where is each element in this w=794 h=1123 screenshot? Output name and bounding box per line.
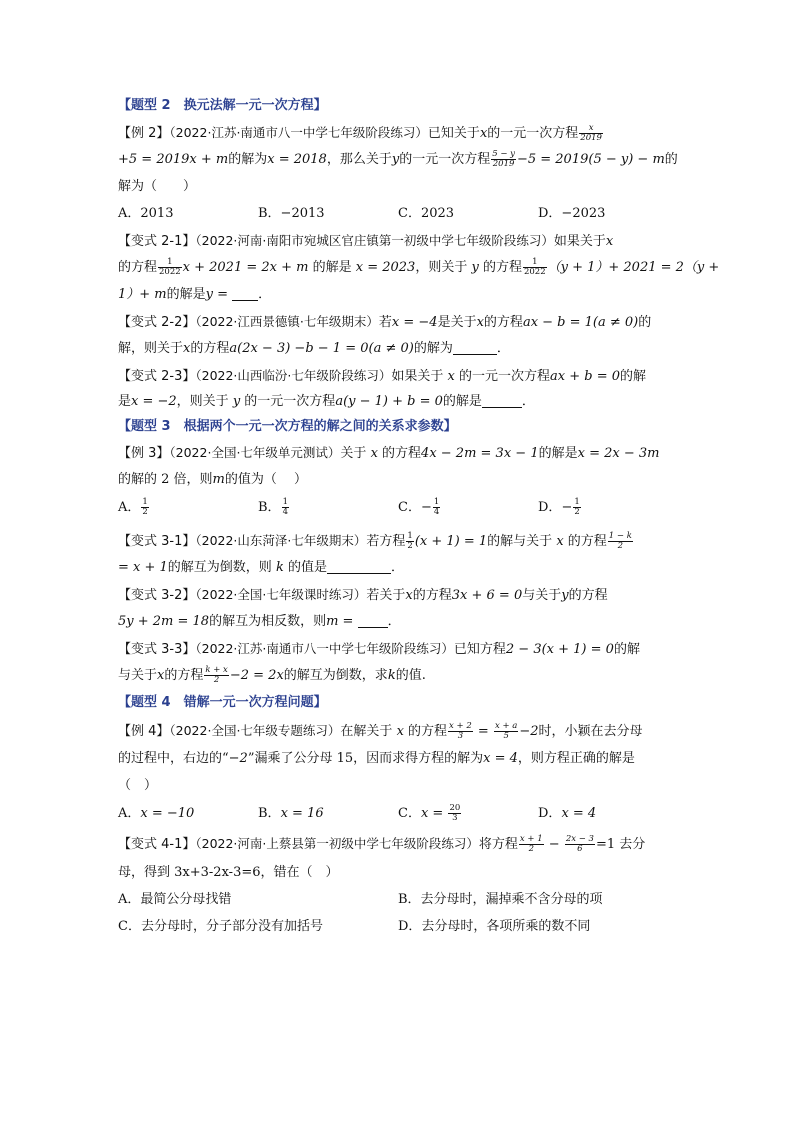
example-3-source: （2022·全国·七年级单元测试） [169,445,341,460]
math: x = −4 [391,315,438,330]
text: 若关于 [366,588,406,603]
variant-3-1-tag: 【变式 3-1】 [118,534,196,549]
numerator: x [579,124,603,134]
math: x [447,369,455,384]
math: −2 [228,751,248,766]
text: 的解 [613,642,640,657]
denominator: 2019 [580,133,602,143]
text: 是 [118,394,132,409]
fraction [579,124,603,143]
text: 的一元一次方程 [487,126,579,141]
fraction [158,258,182,277]
text: = [213,287,233,302]
text: 如果关于 [391,369,448,384]
math: x [556,534,564,549]
option-letter: C． [398,500,421,515]
fraction [608,532,633,551]
text: 解，则关于 [118,341,184,356]
text: 的解是 [538,446,578,461]
math: x + 2021 = 2x + m [182,260,309,275]
example-3-line-1 [118,439,678,466]
example-4-line-3: （ ） [118,778,158,793]
option-letter: D． [538,500,562,515]
option-letter: C． [398,806,421,821]
numerator: 1 [158,258,182,268]
variant-3-3-line-2 [118,662,678,689]
answer-blank[interactable] [358,612,388,628]
variant-3-2-line-2 [118,608,678,635]
math: x [157,668,165,683]
variant-3-3-source: （2022·江苏·南通市八一中学七年级阶段练习） [195,641,454,656]
fraction [204,666,228,685]
variant-3-1-source: （2022·山东菏泽·七年级期末） [195,533,367,548]
denominator: 2 [213,675,220,685]
math: − [544,837,564,852]
example-3-tag: 【例 3】 [118,446,170,461]
math: x + m [189,152,229,167]
variant-2-2-source: （2022·江西景德镇·七年级期末） [195,314,379,329]
math: (x + 1) = 1 [414,534,488,549]
text: 若 [378,315,392,330]
variant-3-2-tag: 【变式 3-2】 [118,588,196,603]
option-c[interactable]: C．去分母时，分子部分没有加括号 [118,919,323,934]
denominator: 2 [142,507,148,517]
math: 2 − 3(x + 1) = 0 [505,642,614,657]
option-letter: D． [538,806,562,821]
text: 的解 [620,369,647,384]
math: m [326,614,339,629]
text: 与关于 [522,588,562,603]
answer-blank[interactable] [482,392,522,408]
text: 与关于 [118,668,158,683]
variant-4-1-line-2 [118,859,678,886]
numerator: 1 [433,497,440,507]
text: 的解互为倒数，则 [167,560,272,575]
math: y [205,287,213,302]
math: x [405,588,413,603]
text: 已知方程 [453,642,506,657]
option-c[interactable] [398,493,538,523]
math: 4x − 2m = 3x − 1 [421,446,539,461]
answer-blank[interactable] [232,285,258,301]
option-letter: B． [258,806,281,821]
math: ax − b = 1(a ≠ 0) [522,315,639,330]
denominator: 5 [503,731,509,741]
math: x [370,446,378,461]
denominator: 2 [617,541,624,551]
variant-4-1-line-1 [118,829,678,859]
example-4-line-2 [118,745,678,772]
math: 3x + 6 = 0 [451,588,523,603]
variant-2-1-line-1 [118,227,678,254]
math: x [476,315,484,330]
text: 的方程 [412,588,452,603]
text: 的方程 [190,341,230,356]
fraction [565,835,595,854]
numerator: x + a [494,721,518,731]
fraction [141,498,148,517]
math: 5y + 2m = 18 [118,614,210,629]
math: x [605,234,614,249]
variant-2-2-line-2 [118,335,678,362]
text: 的解为 [413,341,453,356]
text: ． [496,341,510,356]
text: 的一元一次方程 [454,369,551,384]
math: （y + 1）+ 2021 = 2（y + [547,260,720,275]
text: ． [258,287,272,302]
fraction [573,498,580,517]
option-value: x = 16 [280,806,324,821]
denominator: 6 [577,844,583,854]
text: 的解互为倒数，求 [283,668,388,683]
text: 是关于 [437,315,477,330]
text: 的 [664,152,678,167]
math: y [561,588,569,603]
numerator: 20 [449,803,461,813]
text: 的解是 [308,260,356,275]
text: ，则关于 [415,260,468,275]
variant-3-2-line-1 [118,581,678,608]
option-letter: A． [118,500,141,515]
option-d[interactable] [538,493,678,523]
fraction [406,532,413,551]
document-content [118,92,720,940]
text: 的方程 [164,668,204,683]
math: −5 = 2019(5 − y) − m [516,152,665,167]
answer-blank[interactable] [453,339,497,355]
answer-blank[interactable] [327,558,391,574]
fraction [433,498,440,517]
math: y [232,394,241,409]
text: ，则关于 [176,394,233,409]
math: k [387,668,396,683]
text: 母，得到 [118,865,175,880]
math: x = 2018 [267,152,327,167]
text: 的解与关于 [487,534,557,549]
example-2-tag: 【例 2】 [118,126,170,141]
variant-2-3-tag: 【变式 2-3】 [118,369,196,384]
text: 的解是 [166,287,206,302]
numerator: 1 [523,258,547,268]
option-c[interactable]: C．2023 [398,206,455,221]
denominator: 2 [528,844,534,854]
variant-2-1-source: （2022·河南·南阳市宛城区官庄镇第一初级中学七年级阶段练习） [195,233,554,248]
option-b[interactable] [258,799,398,829]
text: 的一元一次方程 [240,394,336,409]
fraction [519,835,544,854]
text: 的值是 [287,560,327,575]
math: y [467,260,483,275]
text: =1 去分 [595,837,646,852]
text: 时，小颖在去分母 [538,724,643,739]
text: 的解互为相反数，则 [209,614,327,629]
option-b[interactable] [258,493,398,523]
math: k [271,560,288,575]
numerator: 5 − y [492,149,515,159]
option-value: x = 4 [561,806,597,821]
math: x = −2 [131,394,177,409]
option-a[interactable]: A．最简公分母找错 [118,892,232,907]
option-a[interactable] [118,799,258,829]
example-3-line-2 [118,466,678,493]
math: = x + 1 [118,560,168,575]
math: x [396,724,404,739]
math: = [473,724,493,739]
text: 关于 [340,446,371,461]
denominator: 3 [452,813,458,823]
variant-4-1-options-row-2 [118,913,678,940]
option-d[interactable]: D．去分母时，各项所乘的数不同 [398,919,591,934]
variant-3-2-source: （2022·全国·七年级课时练习） [195,587,367,602]
text: 的方程 [483,315,523,330]
math: y [391,152,400,167]
text: ． [390,560,404,575]
option-d[interactable] [538,799,678,829]
numerator: 1 [407,531,413,541]
option-d[interactable]: D．−2023 [538,206,606,221]
text: 的解是 [442,394,482,409]
denominator: 3 [457,731,464,741]
denominator: 2022 [159,267,181,277]
variant-2-3-source: （2022·山西临汾·七年级阶段练习） [195,368,392,383]
fraction [448,722,473,741]
numerator: x + 2 [449,721,472,731]
numerator: 1 [142,497,148,507]
sign: − [420,500,432,515]
variant-3-3-tag: 【变式 3-3】 [118,642,196,657]
fraction [491,150,516,169]
variant-4-1-source: （2022·河南·上蔡县第一初级中学七年级阶段练习） [195,836,479,851]
text: = [338,614,358,629]
math: x = 2x − 3m [577,446,660,461]
text: ． [387,614,401,629]
section-title-4: 【题型 4 错解一元一次方程问题】 [118,695,327,710]
text: 的解的 2 倍，则 [118,472,213,487]
math: m [212,472,225,487]
math: +5 = 2019 [118,152,190,167]
section-title-2: 【题型 2 换元法解一元一次方程】 [118,98,327,113]
numerator: 1 [282,497,288,507]
option-a[interactable] [118,493,258,523]
text: 的方程 [568,588,608,603]
denominator: 2 [574,507,580,517]
numerator: 1 [574,497,580,507]
math: x [183,341,191,356]
text: 的方程 [377,446,422,461]
text: 若方程 [366,534,406,549]
example-2-line-1 [118,119,678,146]
denominator: 4 [282,507,288,517]
example-2-line-2 [118,146,678,173]
variant-4-1-options-row-1 [118,886,678,913]
math: −2 [519,724,539,739]
text: ． [521,394,535,409]
text: ，则方程正确的解是 [517,751,635,766]
numerator: k + x [205,665,228,675]
text: 的值. [395,668,426,683]
math: −2 = 2x [229,668,284,683]
option-value: x = [420,806,448,821]
math: x = 2023 [355,260,416,275]
option-b[interactable]: B．去分母时，漏掉乘不含分母的项 [398,892,603,907]
math: ax + b = 0 [550,369,621,384]
math: x = 4 [483,751,518,766]
text: 的方程 [403,724,448,739]
math: a(y − 1) + b = 0 [335,394,443,409]
variant-2-2-tag: 【变式 2-2】 [118,315,196,330]
option-value: x = −10 [140,806,195,821]
option-c[interactable] [398,799,538,829]
text: 已知关于 [427,126,480,141]
math: x [479,126,488,141]
fraction [282,498,289,517]
text: 如果关于 [553,234,606,249]
text: ”漏乘了公分母 15，因而求得方程的解为 [247,751,484,766]
text: 在解关于 [340,724,397,739]
example-4-tag: 【例 4】 [118,724,170,739]
example-3-options [118,493,678,523]
math: 1）+ m [118,287,167,302]
numerator: 2x − 3 [565,834,594,844]
text: 的方程 [482,260,522,275]
text: 的方程 [563,534,607,549]
variant-4-1-tag: 【变式 4-1】 [118,837,196,852]
text: ，那么关于 [326,152,392,167]
text: 的 [638,315,652,330]
text: 的解为 [228,152,268,167]
text: 的方程 [118,260,158,275]
variant-2-3-line-2 [118,389,678,414]
section-title-3: 【题型 3 根据两个一元一次方程的解之间的关系求参数】 [118,419,457,434]
denominator: 2022 [523,267,546,277]
option-letter: A． [118,806,141,821]
example-4-source: （2022·全国·七年级专题练习） [169,723,341,738]
text: 的过程中，右边的“ [118,751,229,766]
option-letter: B． [258,500,281,515]
denominator: 2019 [492,159,515,169]
example-4-line-1 [118,716,678,745]
option-a[interactable]: A．2013 [118,206,174,221]
variant-2-2-line-1 [118,308,678,335]
variant-2-1-tag: 【变式 2-1】 [118,234,196,249]
option-b[interactable]: B．−2013 [258,206,325,221]
denominator: 4 [433,507,440,517]
variant-3-3-line-1 [118,635,678,662]
fraction [523,258,547,277]
denominator: 2 [407,541,413,551]
example-2-source: （2022·江苏·南通市八一中学七年级阶段练习） [169,125,428,140]
variant-3-1-line-2 [118,554,678,581]
text: ，错在（ ） [260,865,339,880]
example-2-line-3: 解为（ ） [118,179,197,194]
numerator: x + 1 [519,834,543,844]
variant-2-3-line-1 [118,362,678,389]
text: 的值为（ ） [224,472,308,487]
numerator: 1 − k [608,531,632,541]
example-2-options [118,200,678,227]
sign: − [561,500,573,515]
text: 3x+3-2x-3=6 [174,865,261,880]
text: 的一元一次方程 [399,152,491,167]
text: 将方程 [478,837,518,852]
example-4-options [118,799,678,829]
math: a(2x − 3) −b − 1 = 0(a ≠ 0) [229,341,414,356]
variant-3-1-line-1 [118,527,678,554]
fraction [494,722,518,741]
variant-2-1-line-2 [118,254,720,281]
fraction [448,804,461,823]
variant-2-1-line-3 [118,281,678,308]
